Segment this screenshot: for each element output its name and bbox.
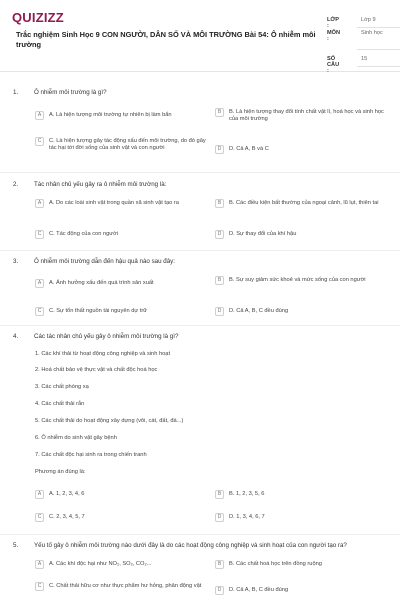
question-divider xyxy=(0,172,400,173)
option-letter-box: D xyxy=(215,145,224,154)
subject-label: MÔN : xyxy=(327,30,341,42)
question-text: Các tác nhân chủ yếu gây ô nhiễm môi trường là gì? xyxy=(34,333,179,340)
class-underline xyxy=(357,27,400,28)
count-label: SỐ CÂU : xyxy=(327,56,340,74)
option-letter-box: D xyxy=(215,230,224,239)
option-text: B. Là hiện tượng thay đổi tính chất vật lí, hoá học và sinh học của môi trường xyxy=(229,109,384,123)
question-number: 2. xyxy=(13,181,19,188)
statement-item: 1. Các khí thải từ hoạt động công nghiệp và sinh hoạt xyxy=(35,351,171,357)
question-number: 1. xyxy=(13,89,19,96)
answer-prompt: Phương án đúng là: xyxy=(35,469,86,475)
question-divider xyxy=(0,250,400,251)
question-divider xyxy=(0,325,400,326)
option-letter-box: A xyxy=(35,279,44,288)
option-letter-box: A xyxy=(35,560,44,569)
statement-item: 7. Các chất độc hại sinh ra trong chiến tranh xyxy=(35,452,147,458)
statement-item: 5. Các chất thải do hoạt động xây dựng (vôi, cát, đất, đá...) xyxy=(35,418,184,424)
option-b[interactable] xyxy=(215,199,390,208)
option-letter-box: A xyxy=(35,111,44,120)
option-text: B. Các điều kiện bất thường của ngoại cảnh, lũ lụt, thiên tai xyxy=(229,200,379,206)
option-b[interactable] xyxy=(215,108,390,124)
subject-underline xyxy=(357,49,400,50)
option-letter-box: B xyxy=(215,560,224,569)
option-a[interactable] xyxy=(35,490,210,499)
option-text: D. Cả A, B và C xyxy=(229,146,269,152)
option-c[interactable] xyxy=(35,582,210,591)
statement-item: 3. Các chất phóng xạ xyxy=(35,384,89,390)
option-letter-box: A xyxy=(35,199,44,208)
option-letter-box: C xyxy=(35,513,44,522)
option-a[interactable] xyxy=(35,111,210,120)
question-text: Yếu tố gây ô nhiễm môi trường nào dưới đây là do các hoạt động công nghiệp và sinh hoạt của con người tạo ra? xyxy=(34,542,347,549)
option-text: A. 1, 2, 3, 4, 6 xyxy=(49,491,85,497)
option-text: D. Cả A, B, C đều đúng xyxy=(229,308,289,314)
option-text: A. Các khí độc hại như NO₂, SO₂, CO₂... xyxy=(49,561,152,567)
option-text: C. Chất thải hữu cơ như thực phẩm hư hỏng, phân động vật xyxy=(49,583,202,589)
question-divider xyxy=(0,534,400,535)
option-text: C. Tác động của con người xyxy=(49,231,119,237)
question-text: Tác nhân chủ yếu gây ra ô nhiễm môi trường là: xyxy=(34,181,167,188)
class-value: Lớp 9 xyxy=(361,17,376,23)
option-letter-box: D xyxy=(215,513,224,522)
count-underline xyxy=(357,66,400,67)
statement-item: 6. Ô nhiễm do sinh vật gây bệnh xyxy=(35,435,117,441)
option-b[interactable] xyxy=(215,560,390,569)
option-d[interactable] xyxy=(215,307,390,316)
option-text: B. 1, 2, 3, 5, 6 xyxy=(229,491,265,497)
option-a[interactable] xyxy=(35,560,210,569)
option-letter-box: C xyxy=(35,230,44,239)
statement-item: 2. Hoá chất bảo vệ thực vật và chất độc hoá học xyxy=(35,367,158,373)
option-letter-box: D xyxy=(215,307,224,316)
option-text: C. Sự tổn thất nguồn tài nguyên dự trữ xyxy=(49,308,148,314)
option-letter-box: B xyxy=(215,199,224,208)
option-c[interactable] xyxy=(35,137,210,153)
subject-value: Sinh học xyxy=(361,30,383,36)
option-a[interactable] xyxy=(35,279,210,288)
option-text: D. Cả A, B, C đều đúng xyxy=(229,587,289,593)
option-letter-box: B xyxy=(215,276,224,285)
class-label: LỚP : xyxy=(327,17,339,29)
option-d[interactable] xyxy=(215,513,390,522)
option-a[interactable] xyxy=(35,199,210,208)
question-number: 4. xyxy=(13,333,19,340)
statement-item: 4. Các chất thải rắn xyxy=(35,401,85,407)
option-d[interactable] xyxy=(215,586,390,595)
option-d[interactable] xyxy=(215,230,390,239)
option-letter-box: B xyxy=(215,490,224,499)
worksheet-title: Trắc nghiệm Sinh Học 9 CON NGƯỜI, DÂN SỐ VÀ MÔI TRƯỜNG Bài 54: Ô nhiễm môi trường xyxy=(16,30,316,49)
question-number: 3. xyxy=(13,258,19,265)
option-letter-box: B xyxy=(215,108,224,117)
option-text: C. 2, 3, 4, 5, 7 xyxy=(49,514,85,520)
option-letter-box: C xyxy=(35,582,44,591)
question-text: Ô nhiễm môi trường dẫn đến hậu quả nào sau đây: xyxy=(34,258,175,265)
option-c[interactable] xyxy=(35,230,210,239)
count-value: 15 xyxy=(361,56,368,62)
question-text: Ô nhiễm môi trường là gì? xyxy=(34,89,107,96)
option-b[interactable] xyxy=(215,490,390,499)
option-text: B. Sự suy giảm sức khoẻ và mức sống của con người xyxy=(229,277,366,283)
option-letter-box: D xyxy=(215,586,224,595)
option-text: D. 1, 3, 4, 6, 7 xyxy=(229,514,265,520)
option-text: A. Do các loài sinh vật trong quần xã sinh vật tạo ra xyxy=(49,200,179,206)
option-text: C. Là hiện tượng gây tác động xấu đến môi trường, do đó gây tác hại tới đời sống của sinh vật và con người xyxy=(49,138,206,152)
option-text: A. Ảnh hưởng xấu đến quá trình sản xuất xyxy=(49,280,154,286)
option-c[interactable] xyxy=(35,513,210,522)
option-d[interactable] xyxy=(215,145,390,154)
option-letter-box: A xyxy=(35,490,44,499)
option-text: B. Các chất hoá học trên đồng ruộng xyxy=(229,561,322,567)
option-b[interactable] xyxy=(215,276,390,285)
option-text: A. Là hiện tượng môi trường tự nhiên bị làm bẩn xyxy=(49,112,172,118)
question-number: 5. xyxy=(13,542,19,549)
option-text: D. Sự thay đổi của khí hậu xyxy=(229,231,297,237)
option-letter-box: C xyxy=(35,307,44,316)
quizizz-logo: QUIZIZZ xyxy=(12,10,64,25)
option-c[interactable] xyxy=(35,307,210,316)
option-letter-box: C xyxy=(35,137,44,146)
worksheet-header xyxy=(0,0,400,72)
